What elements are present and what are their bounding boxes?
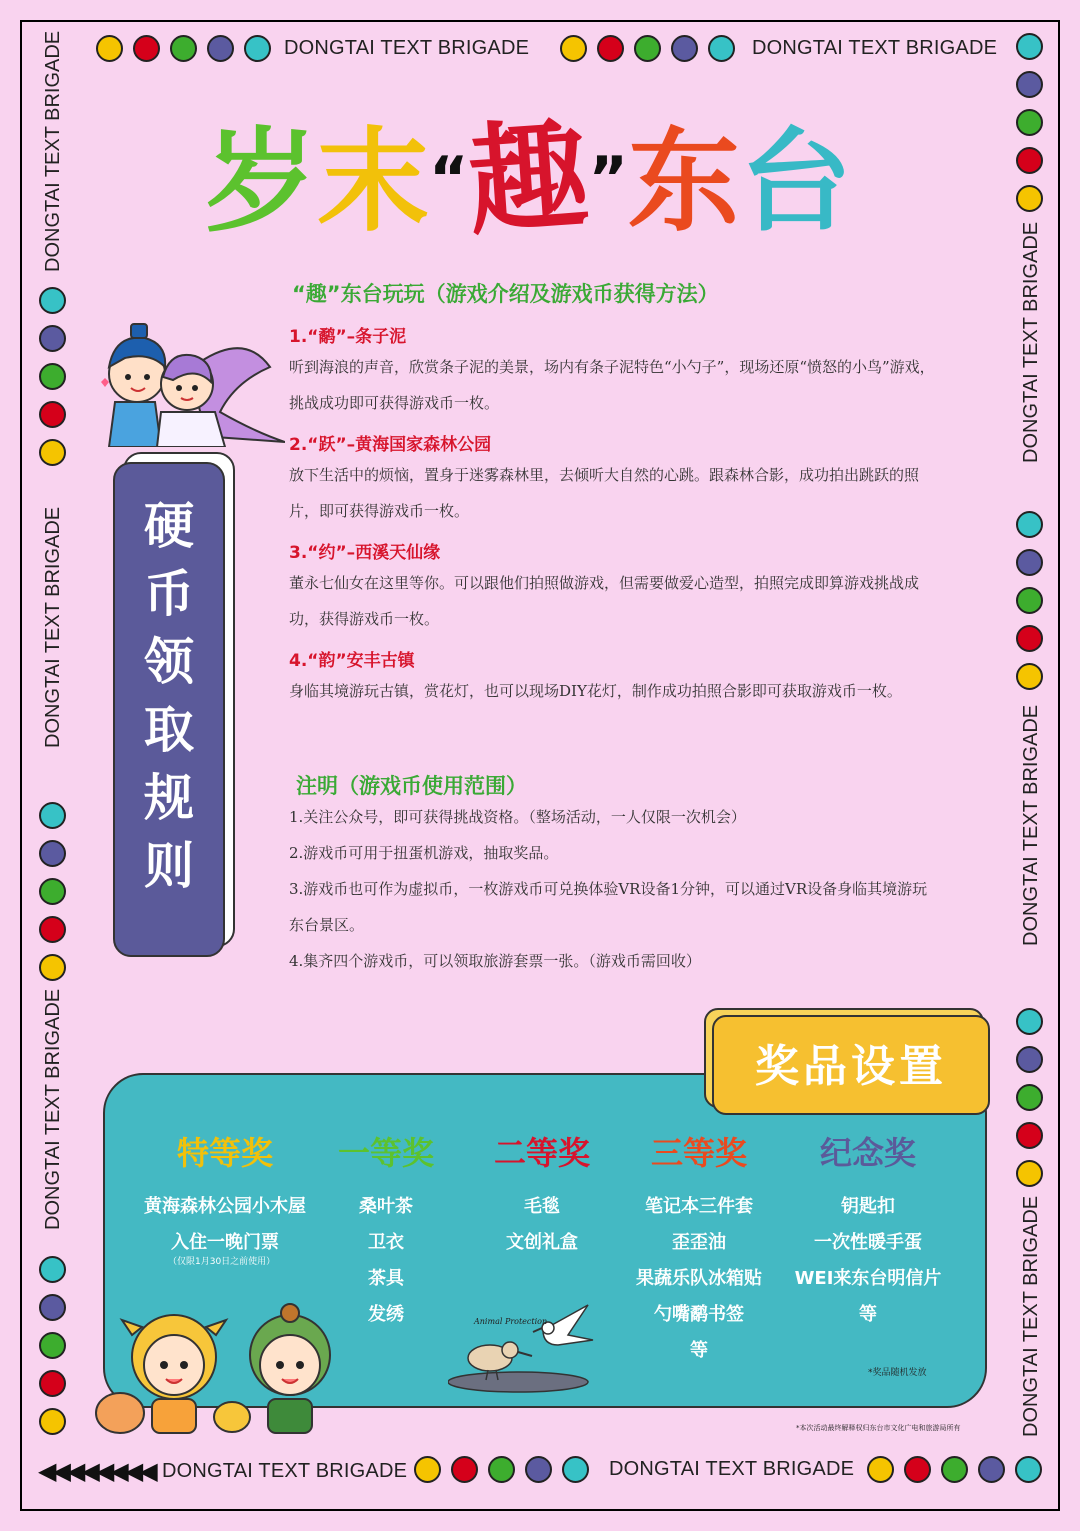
prize-col-3-name: 二等奖 bbox=[493, 1134, 590, 1172]
poster-title bbox=[205, 105, 885, 254]
side-card-char: 规 bbox=[144, 769, 194, 827]
brand-text-bottom-right: DONGTAI TEXT BRIGADE bbox=[609, 1458, 855, 1480]
prize-item: 果蔬乐队冰箱贴 bbox=[636, 1268, 762, 1289]
game-4-text: 身临其境游玩古镇，赏花灯，也可以现场DIY花灯，制作成功拍照合影即可获取游戏币一枚。 bbox=[289, 682, 902, 700]
cyan-dot bbox=[1016, 511, 1043, 538]
green-dot bbox=[634, 35, 661, 62]
yellow-dot bbox=[867, 1456, 894, 1483]
prize-col-1-name: 特等奖 bbox=[176, 1134, 273, 1172]
games-heading: “趣”东台玩玩（游戏介绍及游戏币获得方法） bbox=[292, 282, 719, 306]
cyan-dot bbox=[1015, 1456, 1042, 1483]
prize-item: 勺嘴鹬书签 bbox=[654, 1304, 744, 1325]
bird-sign-text: Animal Protection bbox=[474, 1317, 548, 1326]
prize-item: 入住一晚门票 bbox=[171, 1232, 279, 1253]
prize-item: 卫衣 bbox=[368, 1232, 404, 1253]
green-dot bbox=[39, 878, 66, 905]
title-char-2: 末 bbox=[317, 117, 429, 247]
purple-dot bbox=[671, 35, 698, 62]
prize-item: 黄海森林公园小木屋 bbox=[144, 1196, 306, 1217]
note-2: 2.游戏币可用于扭蛋机游戏，抽取奖品。 bbox=[289, 844, 559, 862]
title-char-1: 岁 bbox=[205, 117, 317, 247]
cyan-dot bbox=[708, 35, 735, 62]
prize-item: WEI来东台明信片 bbox=[794, 1268, 942, 1289]
yellow-dot bbox=[39, 954, 66, 981]
title-quote-open: “ bbox=[429, 144, 469, 214]
game-3-text: 董永七仙女在这里等你。可以跟他们拍照做游戏，但需要做爱心造型，拍照完成即算游戏挑战成功，获得游戏币一枚。 bbox=[289, 574, 920, 628]
game-2-title: 2.“跃”–黄海国家森林公园 bbox=[289, 435, 492, 455]
side-card-char: 币 bbox=[144, 565, 194, 623]
title-char-3: 趣 bbox=[463, 105, 594, 254]
cyan-dot bbox=[562, 1456, 589, 1483]
yellow-dot bbox=[560, 35, 587, 62]
brand-text-right-1: DONGTAI TEXT BRIGADE bbox=[1020, 221, 1042, 463]
yellow-dot bbox=[414, 1456, 441, 1483]
cyan-dot bbox=[1016, 33, 1043, 60]
purple-dot bbox=[39, 1294, 66, 1321]
couple-illustration bbox=[95, 322, 285, 447]
prize-item: 文创礼盒 bbox=[506, 1232, 578, 1253]
prize-item: 等 bbox=[859, 1304, 877, 1325]
red-dot bbox=[39, 1370, 66, 1397]
purple-dot bbox=[978, 1456, 1005, 1483]
yellow-dot bbox=[39, 1408, 66, 1435]
brand-text-left-1: DONGTAI TEXT BRIGADE bbox=[42, 30, 64, 272]
purple-dot bbox=[525, 1456, 552, 1483]
purple-dot bbox=[1016, 71, 1043, 98]
bird-illustration bbox=[448, 1300, 598, 1395]
side-card-char: 硬 bbox=[144, 497, 194, 555]
green-dot bbox=[941, 1456, 968, 1483]
purple-dot bbox=[39, 840, 66, 867]
random-note: *奖品随机发放 bbox=[868, 1368, 927, 1378]
rights-note: *本次活动最终解释权归东台市文化广电和旅游局所有 bbox=[796, 1424, 961, 1432]
prize-col-5-name: 纪念奖 bbox=[819, 1134, 916, 1172]
prize-item: 毛毯 bbox=[524, 1196, 560, 1217]
brand-text-left-3: DONGTAI TEXT BRIGADE bbox=[42, 988, 64, 1230]
arrow-decoration-icon: ◀◀◀◀◀◀◀◀ bbox=[38, 1457, 154, 1485]
note-1: 1.关注公众号，即可获得挑战资格。（整场活动，一人仅限一次机会） bbox=[289, 808, 746, 826]
note-3: 3.游戏币也可作为虚拟币，一枚游戏币可兑换体验VR设备1分钟，可以通过VR设备身临其境游玩东台景区。 bbox=[289, 880, 928, 934]
prize-item: 歪歪油 bbox=[672, 1232, 726, 1253]
notes-heading: 注明（游戏币使用范围） bbox=[296, 774, 527, 798]
game-1-text: 听到海浪的声音，欣赏条子泥的美景，场内有条子泥特色“小勺子”，现场还原“愤怒的小鸟”游戏，挑战成功即可获得游戏币一枚。 bbox=[289, 358, 935, 412]
red-dot bbox=[597, 35, 624, 62]
green-dot bbox=[170, 35, 197, 62]
note-4: 4.集齐四个游戏币，可以领取旅游套票一张。（游戏币需回收） bbox=[289, 952, 701, 970]
side-card-text bbox=[113, 492, 225, 900]
brand-text-right-3: DONGTAI TEXT BRIGADE bbox=[1020, 1195, 1042, 1437]
red-dot bbox=[1016, 1122, 1043, 1149]
prize-item: 一次性暖手蛋 bbox=[814, 1232, 922, 1253]
cyan-dot bbox=[244, 35, 271, 62]
red-dot bbox=[1016, 625, 1043, 652]
red-dot bbox=[133, 35, 160, 62]
side-card-char: 则 bbox=[144, 837, 194, 895]
title-char-4: 东 bbox=[627, 117, 740, 247]
green-dot bbox=[1016, 587, 1043, 614]
prize-item: 茶具 bbox=[368, 1268, 404, 1289]
prize-item: 发绣 bbox=[368, 1304, 404, 1325]
title-quote-close: ” bbox=[588, 144, 628, 214]
prize-item: 笔记本三件套 bbox=[645, 1196, 753, 1217]
cyan-dot bbox=[39, 1256, 66, 1283]
brand-text-right-2: DONGTAI TEXT BRIGADE bbox=[1020, 704, 1042, 946]
game-2-text: 放下生活中的烦恼，置身于迷雾森林里，去倾听大自然的心跳。跟森林合影，成功拍出跳跃的照片，即可获得游戏币一枚。 bbox=[289, 466, 920, 520]
yellow-dot bbox=[1016, 185, 1043, 212]
game-1-title: 1.“鹬”–条子泥 bbox=[289, 327, 407, 347]
purple-dot bbox=[1016, 1046, 1043, 1073]
brand-text-top-left: DONGTAI TEXT BRIGADE bbox=[284, 37, 530, 59]
purple-dot bbox=[207, 35, 234, 62]
red-dot bbox=[39, 401, 66, 428]
brand-text-left-2: DONGTAI TEXT BRIGADE bbox=[42, 506, 64, 748]
side-card-char: 取 bbox=[144, 701, 194, 759]
green-dot bbox=[39, 363, 66, 390]
yellow-dot bbox=[96, 35, 123, 62]
kids-illustration bbox=[92, 1295, 342, 1440]
purple-dot bbox=[39, 325, 66, 352]
green-dot bbox=[488, 1456, 515, 1483]
title-char-5: 台 bbox=[739, 117, 852, 247]
side-card-char: 领 bbox=[144, 633, 194, 691]
prize-title: 奖品设置 bbox=[755, 1041, 947, 1092]
brand-text-top-right: DONGTAI TEXT BRIGADE bbox=[752, 37, 998, 59]
red-dot bbox=[39, 916, 66, 943]
prize-col-4-name: 三等奖 bbox=[650, 1134, 747, 1172]
cyan-dot bbox=[39, 287, 66, 314]
green-dot bbox=[39, 1332, 66, 1359]
game-4-title: 4.“韵”安丰古镇 bbox=[289, 651, 415, 671]
game-3-title: 3.“约”–西溪天仙缘 bbox=[289, 543, 441, 563]
prize-item: 桑叶茶 bbox=[359, 1196, 413, 1217]
purple-dot bbox=[1016, 549, 1043, 576]
yellow-dot bbox=[1016, 1160, 1043, 1187]
cyan-dot bbox=[39, 802, 66, 829]
yellow-dot bbox=[39, 439, 66, 466]
side-card-label bbox=[113, 492, 225, 900]
prize-date-note: （仅限1月30日之前使用） bbox=[168, 1257, 276, 1267]
yellow-dot bbox=[1016, 663, 1043, 690]
brand-text-bottom-left: DONGTAI TEXT BRIGADE bbox=[162, 1460, 408, 1482]
prize-item: 等 bbox=[690, 1340, 708, 1361]
green-dot bbox=[1016, 109, 1043, 136]
prize-col-2-name: 一等奖 bbox=[337, 1134, 434, 1172]
green-dot bbox=[1016, 1084, 1043, 1111]
red-dot bbox=[904, 1456, 931, 1483]
red-dot bbox=[1016, 147, 1043, 174]
cyan-dot bbox=[1016, 1008, 1043, 1035]
prize-item: 钥匙扣 bbox=[841, 1196, 895, 1217]
red-dot bbox=[451, 1456, 478, 1483]
